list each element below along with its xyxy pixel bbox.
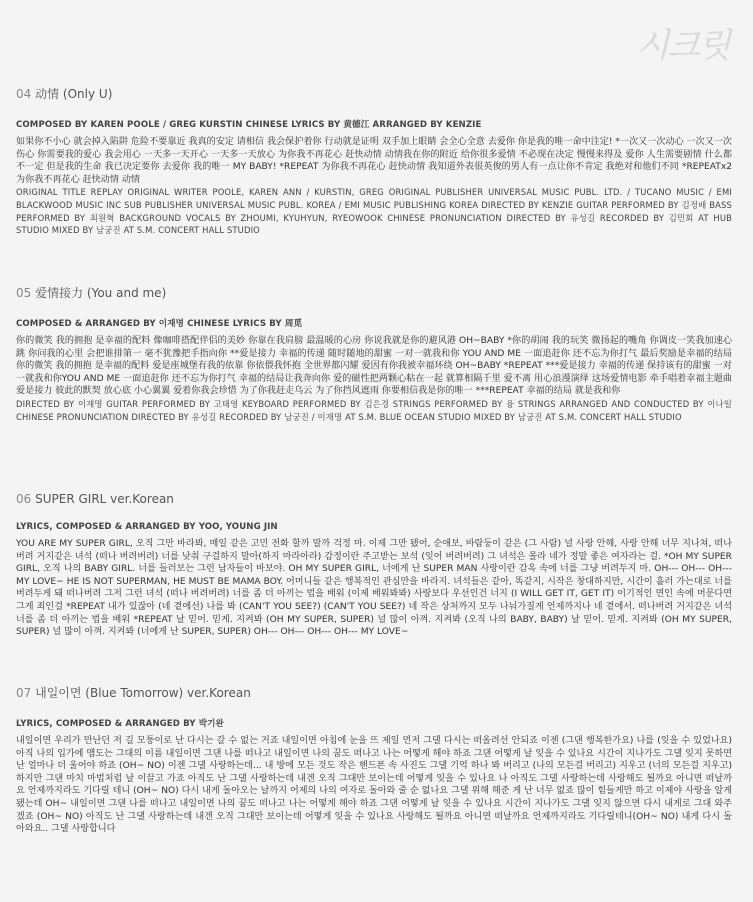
brand-logo: 시크릿 (636, 26, 729, 66)
track-title (16, 85, 732, 102)
track-lyrics: 如果你不小心 就会掉入陷阱 危险不要靠近 我真的安定 请相信 我会保护着你 行动就是证明 双手加上眼睛 会全心全意 去爱你 你是我的唯一命中注定! *一次又一次动心 一次又一次伤心 你需要我的爱心 我会用心 一天多一天开心 一天多一天放心 为你我不再花心 赶快动情 动情我在你的附近 给你很多爱情 不必现在决定 慢慢来得及 爱你 人生需要剧情 什么都不一定 但是我的生命 我已决定要你 去爱你 我的唯一 MY BABY! *REPEAT 为你我不再花心 赶快动情 我知道外表很英俊的男人有一点让你不肯定 我绝对和他们不同 *REPEATx2 为你我不再花心 赶快动情 动情 (16, 137, 732, 185)
track-number: 06 (16, 492, 32, 506)
track-lyrics: 你的微笑 我的拥抱 是幸福的配料 像咖啡搭配伴侣的美妙 你靠在我肩膀 最温暖的心房 你说我就是你的避风港 OH~BABY *你的胡闹 我的玩笑 微扬起的嘴角 你调皮一笑我加速心跳 你问我的心里 会把谁排第一 毫不犹豫把手指向你 **爱是接力 幸福的传递 随时随地的甜蜜 一对一就我和你 YOU AND ME 一面追赶你 还不忘为你打气 最后奖励是幸福的结局 你的微笑 我的拥抱 是幸福的配料 爱是座城堡有我的依靠 你依偎我怀抱 全世界都闪耀 爱因有你我被幸福环绕 OH~BABY *REPEAT ***爱是接力 幸福的传递 保持该有的甜蜜 一对一就我和你YOU AND ME 一面追赶你 还不忘为你打气 幸福的结局让我奔向你 爱的磁性把两颗心粘在一起 就算相隔千里 爱不离 用心浪漫演绎 这场爱情电影 牵手唱着幸福主题曲 爱是接力 彼此的默契 放心底 小心翼翼 爱着你我会珍惜 为了你我赶走乌云 为了你挡风遮雨 你要相信我是你的唯一 ***REPEAT 幸福的结局 就是我和你 (16, 336, 732, 397)
track-credit-head: LYRICS, COMPOSED & ARRANGED BY YOO, YOUNG JIN (16, 522, 278, 532)
track-lyrics: YOU ARE MY SUPER GIRL, 오직 그만 바라봐, 매일 같은 고민 전화 할까 말까 걱정 마. 이제 그만 됐어, 순애보, 바람둥이 같은 (그 사람) 널 사랑 안해, 사랑 안해 너무 지나쳐, 떠나버려 거지같은 녀석 (떠나 버려버려) 너를 낮춰 구걸하지 말아(하지 마라아라) 감정이란 주고받는 보석 (잊어 버려버려) 그 녀석은 몰라 네가 정말 좋은 여자라는 걸. *OH MY SUPER GIRL, 오직 나의 BABY GIRL. 너를 들러보는 그런 남자들이 바보야. OH MY SUPER GIRL, 너에게 난 SUPER MAN 사랑이란 감옥 속에 너를 그냥 버려두지 마. OH--- OH--- OH--- MY LOVE~ HE IS NOT SUPERMAN, HE MUST BE MAMA BOY. 어머니들 같은 행복적인 관심만을 바라지. 녀석들은 같아, 똑같지, 시작은 창대하지만, 시간이 흘러 가는대로 너를 버려두게 돼 떠나버려 그저 그런 녀석 (떠나 버려버려) 너를 좀 더 아끼는 법을 배워 (이제 배워봐봐) 사랑보다 우선인건 너지 (I WILL GET IT, GET IT) 이기적인 면인 속에 머문다면 그게 죄인걸 *REPEAT 내가 있잖아 (네 곁에선) 나를 봐 (CAN'T YOU SEE?) (CAN'T YOU SEE?) 네 작은 상처까지 모두 나눠가질게 언제까지나 네 곁에서. 떠나버려 거지같은 녀석 너를 좀 더 아끼는 법을 배워 *REPEAT 날 믿어. 믿게. 지켜봐 (OH MY SUPER, SUPER) 널 많이 아껴. 지켜봐 (오직 나의 BABY, BABY) 날 믿어. 믿게. 지켜봐 (OH MY SUPER, SUPER) 널 많이 아껴. 지켜봐 (너에게 난 SUPER, SUPER) OH--- OH--- OH--- OH--- MY LOVE~ (16, 539, 732, 638)
track-title (16, 492, 732, 506)
track-lyrics: 내일이면 우리가 만난던 저 길 모퉁이로 난 다시는 갈 수 없는 거죠 내일이면 아침에 눈을 뜨 제일 먼저 그댈 다시는 떠올려선 안되죠 이젠 (그댄 행복한가요) 나를 (잊을 수 있었나요) 아직 나의 입가에 맴도는 그대의 이름 내일이면 그댄 나를 떠나고 내일이면 나의 꿈도 떠나고 나는 어떻게 해야 하죠 그댄 어떻게 날 잊을 수 있나요 시간이 지나가도 그댈 잊지 못하면 난 얼마나 더 울어야 하죠 (OH~ NO) 이젠 그댈 사랑하는데... 내 방에 모든 것도 작은 핸드폰 속 사진도 그댈 기억 하나 봐 버리고 (나의 모든걸 버리고) 지우고 (너의 모든걸 지우고) 하지만 그댄 마치 마법처럼 날 이끌고 가죠 아직도 난 그댈 사랑하는데 내겐 오직 그대만 보이는데 어떻게 잊을 수 있나요 나 아직도 그댈 사랑하는데 사랑해도 될까요 아니면 떠날까요 언제까지라도 기다릴 테니 (OH~ NO) 다시 내게 돌아오는 날까지 어제의 나의 여자로 돌아와 줄 순 없나요 그댈 위해 해준 게 난 너무 없죠 많이 힘들게만 하고 이제야 사랑을 알게 됐는데 OH~ 내일이면 그댄 나를 떠나고 내일이면 나의 꿈도 떠나고 나는 어떻게 해야 하죠 그댄 어떻게 날 잊을 수 있나요 시간이 지나가도 그댈 잊지 않으면 다시 내게로 그대 와주겠죠 (OH~ NO) 아직도 난 그댈 사랑하는데 내겐 오직 그대만 보이는데 어떻게 잊을 수 있나요 사랑해도 될까요 아니면 떠날까요 언제까지라도 기다릴테니(OH~ NO) 내게 다시 돌아와요.. 그댈 사랑합니다 (16, 736, 732, 835)
track-07 (16, 684, 732, 836)
track-credits: DIRECTED BY 이재명 GUITAR PERFORMED BY 고태영 KEYBOARD PERFORMED BY 김은경 STRINGS PERFORMED BY 융 STRINGS ARRANGED AND CONDUCTED BY 이나일 CHINESE PRONUNCIATION DIRECTED BY 유성길 RECORDED BY 남궁진 / 이재명 AT S.M. BLUE OCEAN STUDIO MIXED BY 남궁진 AT S.M. CONCERT HALL STUDIO (16, 398, 732, 422)
track-credit-head: LYRICS, COMPOSED & ARRANGED BY 박기완 (16, 719, 224, 729)
track-04 (16, 85, 732, 237)
track-number: 04 (16, 87, 32, 101)
track-title (16, 284, 732, 301)
track-title (16, 684, 732, 701)
track-name: 爱情接力 (You and me) (35, 286, 167, 300)
track-name: SUPER GIRL ver.Korean (35, 492, 174, 506)
track-name: 动情 (Only U) (35, 87, 113, 101)
track-credit-head: COMPOSED & ARRANGED BY 이재명 CHINESE LYRICS BY 周觅 (16, 319, 303, 329)
track-name: 내일이면 (Blue Tomorrow) ver.Korean (35, 686, 251, 700)
track-06 (16, 492, 732, 639)
track-number: 07 (16, 686, 32, 700)
track-credits: ORIGINAL TITLE REPLAY ORIGINAL WRITER POOLE, KAREN ANN / KURSTIN, GREG ORIGINAL PUBLISHER UNIVERSAL MUSIC PUBL. LTD. / TUCANO MUSIC / EMI BLACKWOOD MUSIC INC SUB PUBLISHER UNIVERSAL MUSIC PUBL. KOREA / EMI MUSIC PUBLISHING KOREA DIRECTED BY KENZIE GUITAR PERFORMED BY 김정배 BASS PERFORMED BY 최원혁 BACKGROUND VOCALS BY ZHOUMI, KYUHYUN, RYEOWOOK CHINESE PRONUNCIATION DIRECTED BY 유성길 RECORDED BY 김민회 AT HUB STUDIO MIXED BY 남궁진 AT S.M. CONCERT HALL STUDIO (16, 187, 732, 236)
track-number: 05 (16, 286, 32, 300)
track-05 (16, 284, 732, 423)
track-credit-head: COMPOSED BY KAREN POOLE / GREG KURSTIN CHINESE LYRICS BY 黄德江 ARRANGED BY KENZIE (16, 120, 482, 130)
